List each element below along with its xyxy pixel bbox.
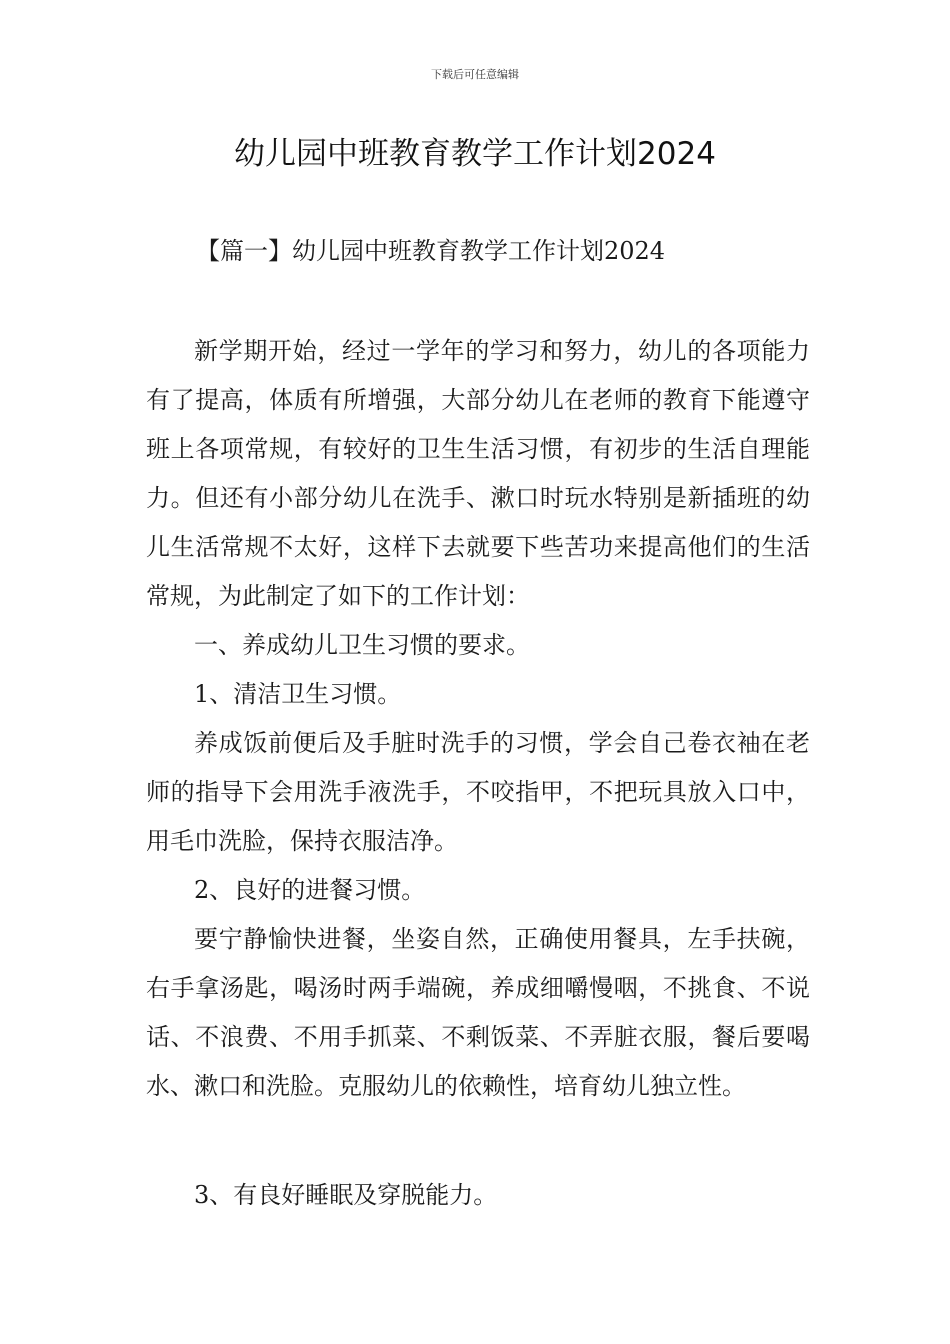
body-text-block: [146, 327, 810, 1111]
subheading-cleanliness: 1、清洁卫生习惯。: [194, 680, 402, 708]
heading-hygiene-habits: 一、养成幼儿卫生习惯的要求。: [194, 631, 530, 659]
section-title: 【篇一】幼儿园中班教育教学工作计划2024: [196, 237, 666, 265]
subheading-eating: 2、良好的进餐习惯。: [194, 876, 426, 904]
header-note: 下载后可任意编辑: [431, 68, 519, 81]
document-title: 幼儿园中班教育教学工作计划2024: [234, 136, 716, 172]
paragraph-eating: 要宁静愉快进餐，坐姿自然，正确使用餐具，左手扶碗，右手拿汤匙，喝汤时两手端碗，养成细嚼慢咽，不挑食、不说话、不浪费、不用手抓菜、不剩饭菜、不弄脏衣服，餐后要喝水、漱口和洗脸。克服幼儿的依赖性，培育幼儿独立性。: [146, 925, 810, 1100]
body-text-block-tail: [146, 1171, 810, 1220]
paragraph-cleanliness: 养成饭前便后及手脏时洗手的习惯，学会自己卷衣袖在老师的指导下会用洗手液洗手，不咬指甲，不把玩具放入口中，用毛巾洗脸，保持衣服洁净。: [146, 729, 810, 855]
subheading-sleep-dressing: 3、有良好睡眠及穿脱能力。: [194, 1181, 498, 1209]
paragraph-intro: 新学期开始，经过一学年的学习和努力，幼儿的各项能力有了提高，体质有所增强，大部分幼儿在老师的教育下能遵守班上各项常规，有较好的卫生生活习惯，有初步的生活自理能力。但还有小部分幼儿在洗手、漱口时玩水特别是新插班的幼儿生活常规不太好，这样下去就要下些苦功来提高他们的生活常规，为此制定了如下的工作计划：: [146, 337, 810, 610]
